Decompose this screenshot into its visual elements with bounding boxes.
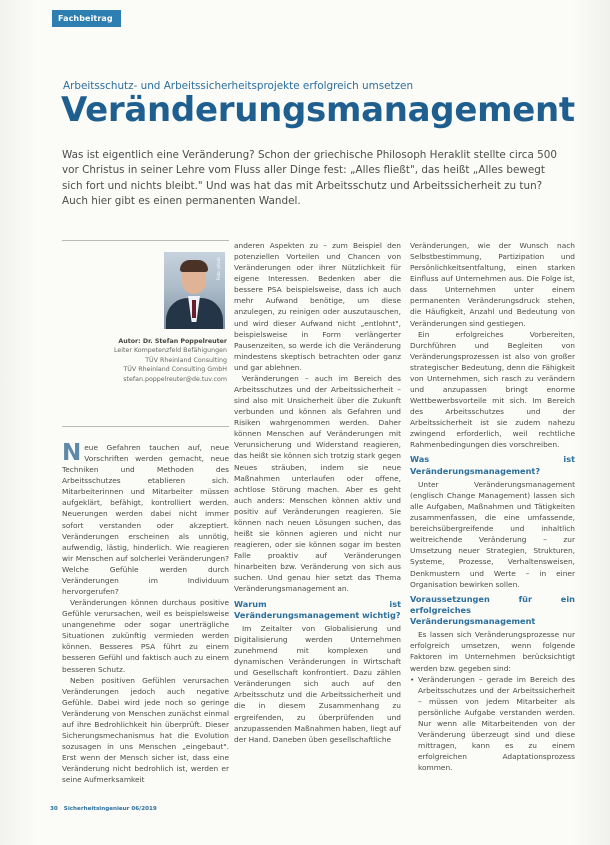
text-column-3 [410, 240, 575, 773]
article-lead [62, 148, 562, 210]
bullet-item: • Veränderungen – gerade im Bereich des Arbeitsschutzes und der Arbeitssicherheit – müssen von jedem Mitarbeiter als persönliche Aufgabe verstanden werden. Nur wenn alle Mitarbeitenden von der Veränderung überzeugt sind und diese mittragen, kann es zu einem erfolgreichen Adaptationsprozess kommen. [410, 674, 575, 774]
section-tag: Fachbeitrag [52, 10, 121, 27]
body-paragraph: Im Zeitalter von Globalisierung und Digitalisierung werden Unternehmen zunehmend mit komplexen und dynamischen Veränderungen in Wirtschaft und Gesellschaft konfrontiert. Dazu zählen Veränderungen sich auch auf den Arbeitsschutz und die Arbeitssicherheit und die in diesem Zusammenhang zu ergreifenden, zu überprüfenden und anzupassenden Maßnahmen haben, liegt auf der Hand. Daneben üben gesellschaftliche [234, 623, 401, 744]
publication-name: Sicherheitsingenieur 06/2019 [63, 806, 157, 812]
lead-line: vor Christus in seiner Lehre vom Fluss aller Dinge fest: „Alles fließt", das heißt „Alles bewegt [62, 164, 545, 177]
section-heading: Voraussetzungen für ein erfolgreiches Veränderungsmanagement [410, 593, 575, 627]
author-photo [164, 252, 225, 329]
lead-line: Auch hier gibt es einen permanenten Wandel. [62, 195, 301, 208]
section-heading: Was ist Veränderungsmanagement? [410, 454, 575, 476]
article-kicker: Arbeitsschutz- und Arbeitssicherheitsprojekte erfolgreich umsetzen [63, 80, 414, 92]
text-column-2 [234, 240, 401, 745]
body-paragraph: Unter Veränderungsmanagement (englisch Change Management) lassen sich alle Aufgaben, Maßnahmen und Tätigkeiten zusammenfassen, die eine umfassende, bereichsübergreifende und inhaltlich weitreichende Veränderung – zur Umsetzung neuer Strategien, Strukturen, Systeme, Prozesse, Verhaltensweisen, Denkmustern und Werte – in einer Organisation bewirken sollen. [410, 479, 575, 589]
author-line: TÜV Rheinland Consulting [145, 356, 227, 364]
body-paragraph: Ein erfolgreiches Vorbereiten, Durchführen und Begleiten von Veränderungsprozessen ist also von großer strategischer Bedeutung, denn die Fähigkeit von Unternehmen, sich rasch zu verändern und anzupassen bringt enorme Wettbewerbsvorteile mit sich. Im Bereich des Arbeitsschutzes und der Arbeitssicherheit ist sie zudem nahezu zwingend erforderlich, weil rechtliche Rahmenbedingungen dies vorschreiben. [410, 329, 575, 450]
author-line: TÜV Rheinland Consulting GmbH [123, 366, 227, 374]
section-heading: Warum ist Veränderungsmanagement wichtig? [234, 598, 401, 620]
body-paragraph: Veränderungen können durchaus positive Gefühle verursachen, weil es beispielsweise unangenehme oder sogar unerträgliche Situationen zukünftig vermieden werden können. Besseres PSA führt zu einem besseren Gefühl und faktisch auch zu einem besseren Schutz. [62, 598, 229, 674]
author-info [60, 337, 227, 384]
author-line: Leiter Kompetenzfeld Befähigungen [114, 347, 227, 355]
author-box-rule-bottom [62, 426, 229, 427]
drop-cap: N [62, 440, 82, 466]
author-box-rule-top [62, 240, 229, 241]
text-column-1 [62, 442, 229, 785]
body-paragraph: Es lassen sich Veränderungsprozesse nur erfolgreich umsetzen, wenn folgende Faktoren im Unternehmen berücksichtigt werden bzw. gegeben sind: [410, 630, 575, 673]
body-paragraph: Veränderungen, wie der Wunsch nach Selbstbestimmung, Partizipation und Persönlichkeitsentfaltung, einen starken Einfluss auf Unternehmen aus. Die Folge ist, dass Unternehmen unter einem permanenten Veränderungsdruck stehen, die Häufigkeit, Anzahl und Bedeutung von Veränderungen sind gestiegen. [410, 241, 575, 328]
body-paragraph: Neben positiven Gefühlen verursachen Veränderungen jedoch auch negative Gefühle. Dabei wird jede noch so geringe Veränderung von Menschen zunächst einmal auf ihre Bedrohlichkeit hin überprüft. Dieser Sicherungsmechanismus hat die Evolution sozusagen in uns Menschen „eingebaut". Erst wenn der Mensch sicher ist, dass eine Veränderung nicht bedrohlich ist, werden er seine Aufmerksamkeit [62, 675, 229, 785]
page-number: 30 [50, 806, 58, 812]
author-line: stefan.poppelreuter@de.tuv.com [123, 375, 227, 383]
body-paragraph: anderen Aspekten zu – zum Beispiel den potenziellen Vorteilen und Chancen von Veränderungen oder ihrer Nützlichkeit für eigene Interessen. Bedenken aber die bessere PSA beispielsweise, dass ich auch mehr Aufwand benötige, um diese anzulegen, zu reinigen oder auszutauschen, und wird dieser Aufwand nicht „entlohnt", beispielsweise in Form verlängerter Pausenzeiten, so werde ich die Veränderung mindestens skeptisch betrachten oder ganz und gar ablehnen. [234, 241, 401, 372]
author-name: Autor: Dr. Stefan Poppelreuter [118, 338, 227, 345]
body-paragraph: eue Gefahren tauchen auf, neue Vorschriften werden gemacht, neue Techniken und Methoden des Arbeitsschutzes etablieren sich. Mitarbeiterinnen und Mitarbeiter müssen aufgeklärt, befähigt, kontrolliert werden. Neuerungen werden dabei nicht immer sofort verstanden oder akzeptiert. Veränderungen erscheinen als unnötig, aufwendig, lästig, hinderlich. Wie reagieren wir Menschen auf solcherlei Veränderungen? Welche Gefühle werden durch Veränderungen im Individuum hervorgerufen? [62, 443, 229, 597]
photo-credit: Foto: privat [216, 257, 221, 280]
article-title: Veränderungsmanagement [61, 90, 575, 130]
lead-line: sich fort und nichts bleibt." Und was hat das mit Arbeitsschutz und Arbeitssicherheit zu tun? [62, 179, 543, 192]
lead-line: Was ist eigentlich eine Veränderung? Schon der griechische Philosoph Heraklit stellte circa 500 [62, 149, 557, 161]
body-paragraph: Veränderungen – auch im Bereich des Arbeitsschutzes und der Arbeitssicherheit – sind also mit Unsicherheit über die Zukunft verbunden und können als Gefahren und Risiken wahrgenommen werden. Daher können Menschen auf Veränderungen mit Verunsicherung und Widerstand reagieren, das heißt sie können sich trotzig stark gegen Neues sträuben, indem sie neue Maßnahmen unterlaufen oder offene, achtlose Störung machen. Aber es geht auch anders: Menschen können aktiv und positiv auf Veränderungen reagieren. Sie können nach neuen Lösungen suchen, das heißt sie können agieren und nicht nur reagieren, oder sie können sogar im besten Falle proaktiv auf Veränderungen hinarbeiten bzw. Veränderung von sich aus suchen. Und genau hier setzt das Thema Veränderungsmanagement an. [234, 373, 401, 594]
page-footer [50, 806, 157, 812]
